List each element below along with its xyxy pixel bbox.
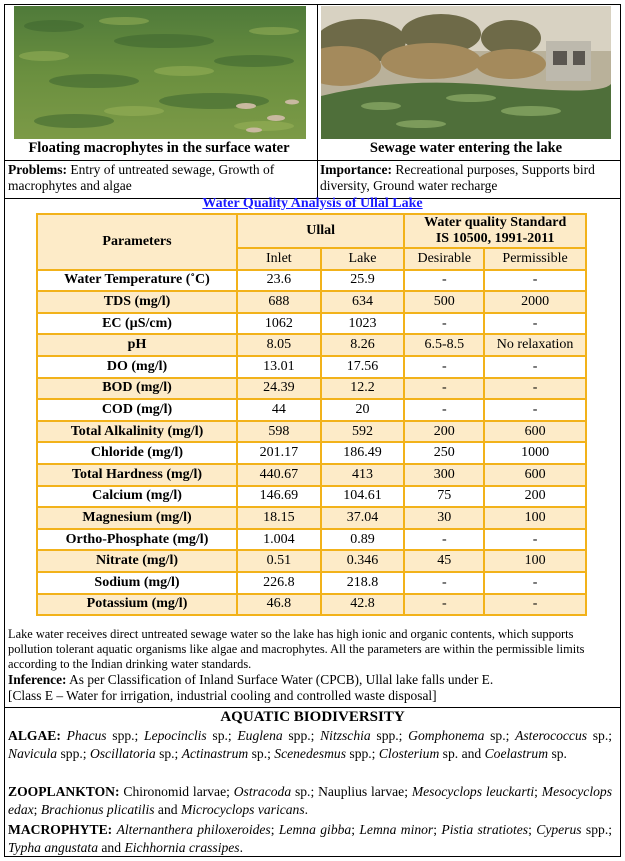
list-text: ;	[433, 822, 442, 837]
table-row	[37, 572, 586, 594]
list-text: sp.;	[484, 728, 516, 743]
list-text: ;	[528, 822, 537, 837]
list-text: Chironomid larvae;	[123, 784, 234, 799]
table-cell: 0.346	[321, 550, 405, 572]
table-cell: -	[484, 313, 586, 335]
table-cell: 1.004	[237, 529, 321, 551]
species-name: Navicula	[8, 745, 58, 761]
list-text: ;	[270, 822, 279, 837]
table-cell: 0.51	[237, 550, 321, 572]
table-row	[37, 334, 586, 356]
list-text: spp.;	[106, 728, 145, 743]
zooplankton-label: ZOOPLANKTON:	[8, 784, 120, 799]
parameter-name: Total Hardness (mg/l)	[37, 464, 237, 486]
table-row	[37, 291, 586, 313]
water-quality-table	[36, 213, 587, 616]
summary-paragraph: Lake water receives direct untreated sewage water so the lake has high ionic and organic contents, which supports pollution tolerant aquatic organisms like algae and macrophytes. All the parameters are within the permissible limits according to the Indian drinking water standards.	[8, 627, 585, 671]
table-row	[37, 378, 586, 400]
algae-section	[8, 727, 612, 762]
table-cell: 42.8	[321, 594, 405, 616]
problems-label: Problems:	[8, 162, 67, 177]
list-text: sp. and	[439, 745, 485, 761]
list-text: spp.;	[57, 745, 90, 761]
species-name: Coelastrum	[484, 745, 549, 761]
parameter-name: Total Alkalinity (mg/l)	[37, 421, 237, 443]
header-desirable: Desirable	[404, 248, 484, 270]
list-text: .	[304, 801, 309, 817]
species-name: Oscillatoria	[89, 745, 156, 761]
parameter-name: DO (mg/l)	[37, 356, 237, 378]
water-quality-title: Water Quality Analysis of Ullal Lake	[202, 196, 423, 211]
parameter-name: Water Temperature (˚C)	[37, 270, 237, 292]
species-name: Asterococcus	[515, 728, 588, 743]
table-cell: -	[404, 399, 484, 421]
table-cell: 45	[404, 550, 484, 572]
table-cell: 300	[404, 464, 484, 486]
list-text: sp.;	[155, 745, 182, 761]
table-cell: 12.2	[321, 378, 405, 400]
header-ullal: Ullal	[237, 214, 404, 248]
header-lake: Lake	[321, 248, 405, 270]
species-name: Eichhornia crassipes	[124, 839, 240, 855]
macrophytes-photo	[14, 6, 306, 139]
table-cell: -	[404, 378, 484, 400]
table-row	[37, 464, 586, 486]
table-cell: 226.8	[237, 572, 321, 594]
parameter-name: BOD (mg/l)	[37, 378, 237, 400]
parameter-name: pH	[37, 334, 237, 356]
column-divider	[317, 5, 318, 198]
importance-text: Recreational purposes, Supports bird diversity, Ground water recharge	[320, 162, 595, 193]
species-name: Actinastrum	[181, 745, 249, 761]
table-cell: 1023	[321, 313, 405, 335]
zooplankton-section	[8, 783, 612, 818]
list-text: ;	[534, 784, 542, 799]
table-cell: 8.26	[321, 334, 405, 356]
species-name: Typha angustata	[8, 839, 98, 855]
header-standard	[404, 214, 586, 248]
table-cell: 8.05	[237, 334, 321, 356]
species-name: Closterium	[378, 745, 440, 761]
table-cell: 200	[404, 421, 484, 443]
species-name: Mesocyclops edax	[8, 784, 613, 817]
table-cell: -	[484, 378, 586, 400]
problems-text: Entry of untreated sewage, Growth of macrophytes and algae	[8, 162, 275, 193]
table-cell: 250	[404, 442, 484, 464]
table-cell: -	[484, 356, 586, 378]
table-cell: 23.6	[237, 270, 321, 292]
table-cell: 1062	[237, 313, 321, 335]
table-cell: 218.8	[321, 572, 405, 594]
species-name: Scenedesmus	[274, 745, 346, 761]
table-cell: 44	[237, 399, 321, 421]
biodiversity-divider	[5, 707, 620, 708]
table-cell: 25.9	[321, 270, 405, 292]
species-name: Microcyclops varicans	[180, 801, 305, 817]
table-cell: 13.01	[237, 356, 321, 378]
table-cell: 18.15	[237, 507, 321, 529]
table-cell: 413	[321, 464, 405, 486]
table-cell: 592	[321, 421, 405, 443]
list-text: and	[98, 839, 125, 855]
table-cell: 20	[321, 399, 405, 421]
header-inlet: Inlet	[237, 248, 321, 270]
importance-label: Importance:	[320, 162, 392, 177]
species-name: Phacus	[66, 728, 107, 743]
table-cell: 1000	[484, 442, 586, 464]
list-text: sp.;	[206, 728, 238, 743]
table-cell: 104.61	[321, 486, 405, 508]
species-name: Alternanthera philoxeroides	[116, 822, 271, 837]
table-cell: 598	[237, 421, 321, 443]
table-row	[37, 442, 586, 464]
list-text: sp.	[548, 745, 567, 761]
inference-label: Inference:	[8, 672, 67, 687]
species-name: Gomphonema	[408, 728, 485, 743]
table-cell: 634	[321, 291, 405, 313]
table-cell: 46.8	[237, 594, 321, 616]
species-name: Lemna minor	[359, 822, 434, 837]
table-cell: 186.49	[321, 442, 405, 464]
parameter-name: COD (mg/l)	[37, 399, 237, 421]
species-name: Mesocyclops leuckarti	[411, 784, 535, 799]
table-cell: -	[484, 270, 586, 292]
header-standard-line1: Water quality Standard	[424, 215, 567, 230]
sewage-photo	[321, 6, 611, 139]
table-cell: 440.67	[237, 464, 321, 486]
table-cell: 100	[484, 507, 586, 529]
list-text: sp.; Nauplius larvae;	[291, 784, 412, 799]
parameter-name: Ortho-Phosphate (mg/l)	[37, 529, 237, 551]
table-cell: 100	[484, 550, 586, 572]
list-text: spp.;	[282, 728, 321, 743]
header-parameters: Parameters	[37, 214, 237, 270]
list-text: spp.;	[346, 745, 379, 761]
parameter-name: TDS (mg/l)	[37, 291, 237, 313]
table-cell: 201.17	[237, 442, 321, 464]
table-row	[37, 313, 586, 335]
list-text: ;	[33, 801, 41, 817]
table-cell: No relaxation	[484, 334, 586, 356]
table-cell: -	[484, 594, 586, 616]
table-row	[37, 270, 586, 292]
table-cell: 200	[484, 486, 586, 508]
table-cell: -	[484, 399, 586, 421]
table-cell: 24.39	[237, 378, 321, 400]
table-row	[37, 594, 586, 616]
parameter-name: Calcium (mg/l)	[37, 486, 237, 508]
species-name: Euglena	[237, 728, 283, 743]
table-cell: 6.5-8.5	[404, 334, 484, 356]
biodiversity-title: AQUATIC BIODIVERSITY	[220, 709, 405, 725]
table-cell: -	[404, 594, 484, 616]
table-cell: 500	[404, 291, 484, 313]
table-cell: 600	[484, 421, 586, 443]
table-cell: 688	[237, 291, 321, 313]
table-cell: -	[404, 572, 484, 594]
parameter-name: Chloride (mg/l)	[37, 442, 237, 464]
class-note: [Class E – Water for irrigation, industrial cooling and controlled waste disposal]	[8, 688, 437, 703]
table-row	[37, 529, 586, 551]
list-text: and	[154, 801, 181, 817]
species-name: Brachionus plicatilis	[40, 801, 155, 817]
algae-label: ALGAE:	[8, 728, 61, 743]
inference	[8, 672, 616, 688]
species-name: Lepocinclis	[144, 728, 207, 743]
header-permissible: Permissible	[484, 248, 586, 270]
parameter-name: Nitrate (mg/l)	[37, 550, 237, 572]
parameter-name: EC (µS/cm)	[37, 313, 237, 335]
parameter-name: Magnesium (mg/l)	[37, 507, 237, 529]
table-cell: 0.89	[321, 529, 405, 551]
table-row	[37, 486, 586, 508]
species-name: Ostracoda	[233, 784, 292, 799]
list-text: sp.;	[248, 745, 275, 761]
list-text: sp.;	[587, 728, 613, 743]
table-cell: 75	[404, 486, 484, 508]
table-row	[37, 421, 586, 443]
species-name: Nitzschia	[320, 728, 371, 743]
right-photo-caption: Sewage water entering the lake	[369, 140, 563, 156]
importance-note	[320, 162, 615, 194]
inference-text: As per Classification of Inland Surface Water (CPCB), Ullal lake falls under E.	[69, 672, 494, 687]
problems-note	[8, 162, 308, 194]
table-cell: 30	[404, 507, 484, 529]
table-cell: 600	[484, 464, 586, 486]
table-cell: -	[484, 572, 586, 594]
list-text: .	[239, 839, 244, 855]
table-cell: -	[404, 313, 484, 335]
table-cell: 2000	[484, 291, 586, 313]
parameter-name: Potassium (mg/l)	[37, 594, 237, 616]
parameter-name: Sodium (mg/l)	[37, 572, 237, 594]
table-cell: -	[484, 529, 586, 551]
list-text: spp.;	[581, 822, 612, 837]
caption-divider	[5, 160, 620, 161]
table-row	[37, 550, 586, 572]
table-cell: 146.69	[237, 486, 321, 508]
species-name: Pistia stratiotes	[441, 822, 529, 837]
table-cell: -	[404, 529, 484, 551]
species-name: Lemna gibba	[278, 822, 352, 837]
table-cell: 37.04	[321, 507, 405, 529]
table-cell: 17.56	[321, 356, 405, 378]
left-photo-caption: Floating macrophytes in the surface water	[28, 140, 290, 156]
list-text: spp.;	[370, 728, 409, 743]
table-cell: -	[404, 356, 484, 378]
table-row	[37, 356, 586, 378]
header-standard-line2: IS 10500, 1991-2011	[435, 231, 555, 246]
macrophyte-section	[8, 821, 612, 856]
macrophyte-label: MACROPHYTE:	[8, 822, 113, 837]
list-text: ;	[351, 822, 360, 837]
algae-list	[8, 728, 612, 761]
species-name: Cyperus	[536, 822, 582, 837]
table-row	[37, 507, 586, 529]
table-cell: -	[404, 270, 484, 292]
table-row	[37, 399, 586, 421]
